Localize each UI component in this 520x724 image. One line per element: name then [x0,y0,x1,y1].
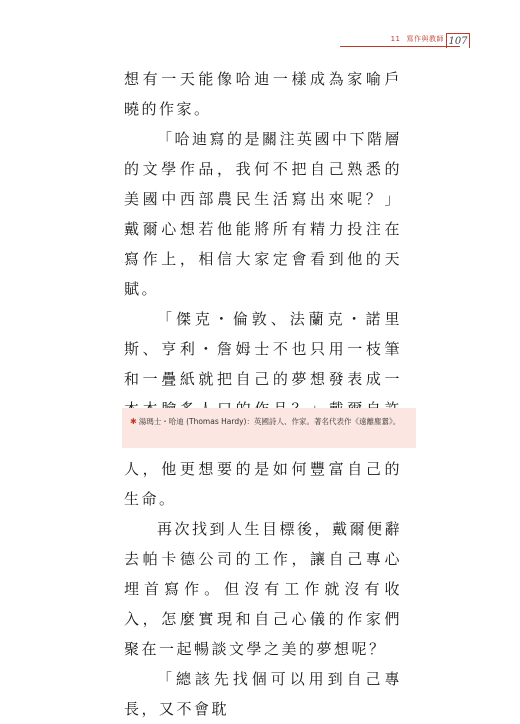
paragraph: 「哈迪寫的是關注英國中下階層的文學作品，我何不把自己熟悉的美國中西部農民生活寫出來呢？」戴爾心想若他能將所有精力投注在寫作上，相信大家定會看到他的天賦。 [124,130,403,298]
paragraph: 「總該先找個可以用到自己專長，又不會耽 [124,670,402,718]
page-number: 107 [446,33,470,48]
footnote-text: 湯瑪士・哈迪 (Thomas Hardy)：英國詩人、作家。著名代表作《遠離塵囂》。 [138,417,401,426]
paragraph: 「傑克・倫敦、法蘭克・諾里斯、亨利・詹姆士不也只用一枝筆和一疊紙就把自己的夢想發表成一 人，他更想要的是如何豐富自己的生命。 [124,310,402,508]
footnote-bullet-icon: ✱ [130,417,137,426]
body-text [124,64,402,724]
footnote [122,408,416,448]
running-header [322,32,444,46]
header-rule [340,46,460,47]
paragraph: 想有一天能像哈迪一樣成為家喻戶曉的作家。 [124,70,402,118]
chapter-title: 寫作與教師 [406,35,444,43]
paragraph: 再次找到人生目標後，戴爾便辭去帕卡德公司的工作，讓自己專心埋首寫作。但沒有工作就沒有收入，怎麼實現和自己心儀的作家們聚在一起暢談文學之美的夢想呢？ [124,520,403,658]
chapter-number: 11 [390,35,401,43]
